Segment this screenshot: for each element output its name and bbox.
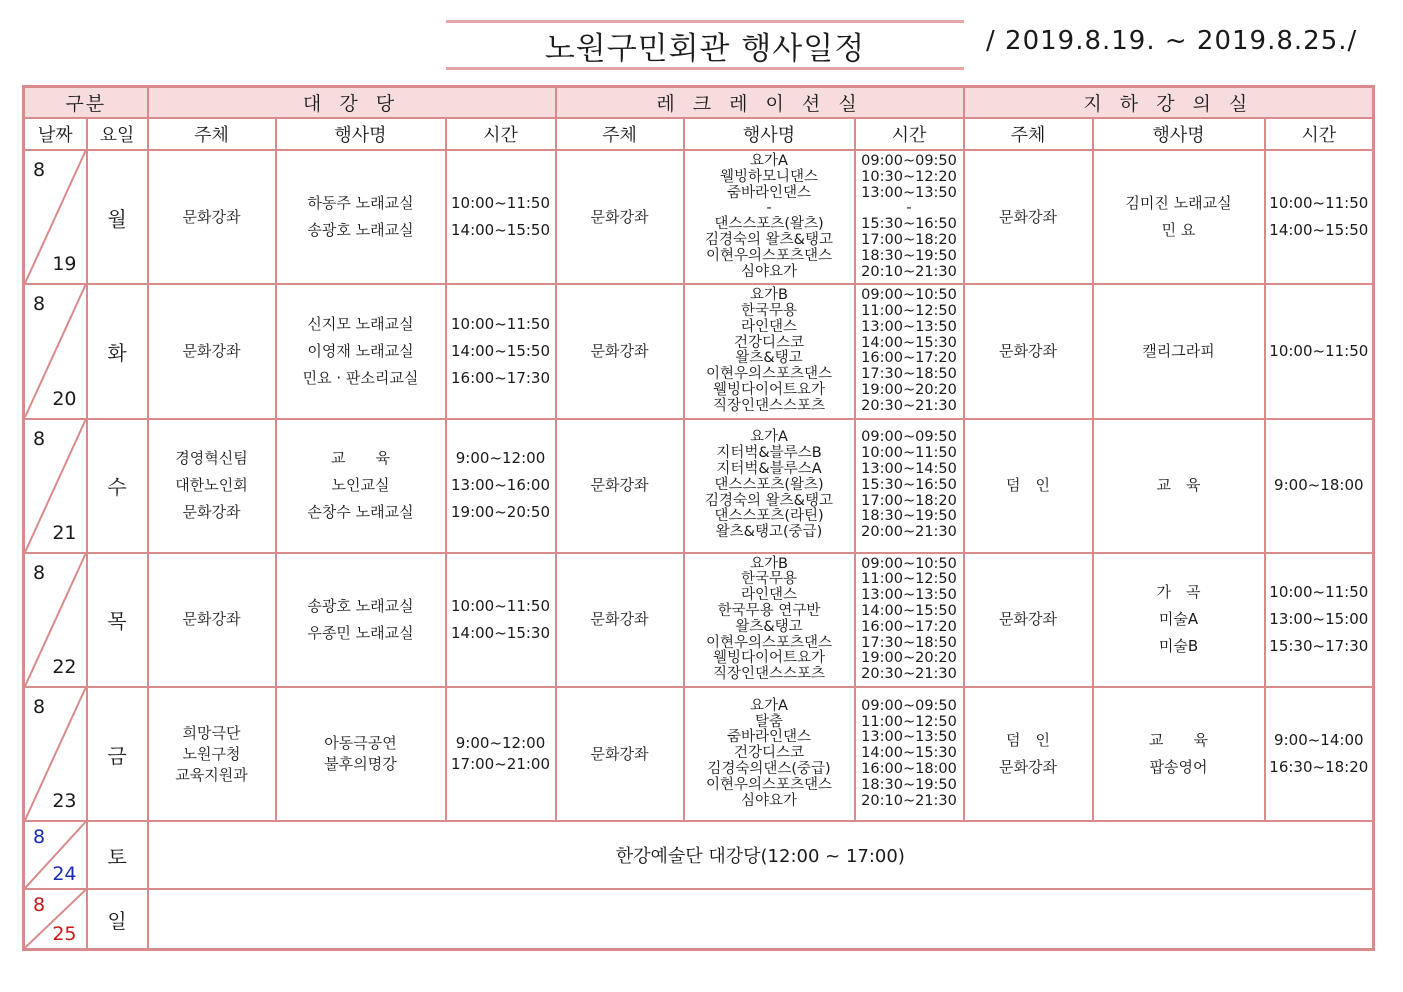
rec-time-line: 17:30~18:50 xyxy=(861,366,957,383)
rec-event-line: 줌바라인댄스 xyxy=(726,184,812,201)
header-rec-subject: 주체 xyxy=(556,118,684,150)
rec-time-line: 18:30~19:50 xyxy=(861,508,957,525)
rec-time-line: 11:00~12:50 xyxy=(861,713,957,730)
hall-subject-line: 노원구청 xyxy=(182,744,241,763)
hall-subject-line: 희망극단 xyxy=(182,723,241,742)
hall-event-line: 교 육 xyxy=(331,449,390,468)
base-subject-line: 덤 인 xyxy=(1006,476,1051,495)
base-event xyxy=(1093,284,1265,418)
base-event-line: 미술B xyxy=(1158,637,1199,656)
rec-time-line: 20:00~21:30 xyxy=(861,524,957,541)
yoil-cell: 금 xyxy=(87,687,148,821)
rec-event xyxy=(684,687,855,821)
base-subject xyxy=(964,150,1093,284)
base-event-line: 김미진 노래교실 xyxy=(1125,194,1232,213)
hall-subject-line: 교육지원과 xyxy=(175,765,248,784)
date-month: 8 xyxy=(33,427,46,450)
hall-subject-line: 문화강좌 xyxy=(182,610,241,629)
hall-event-line: 민요 · 판소리교실 xyxy=(302,368,419,387)
rec-time-line: 19:00~20:20 xyxy=(861,382,957,399)
hall-time xyxy=(446,687,556,821)
base-time-line: 10:00~11:50 xyxy=(1269,583,1369,602)
date-day: 19 xyxy=(52,253,77,276)
base-subject-line: 문화강좌 xyxy=(999,207,1058,226)
rec-subject-line: 문화강좌 xyxy=(590,744,649,763)
rec-time-line: 09:00~09:50 xyxy=(861,697,957,714)
rec-event-line: 요가B xyxy=(750,555,788,572)
header-rec-event: 행사명 xyxy=(684,118,855,150)
hall-event-line: 신지모 노래교실 xyxy=(307,314,414,333)
rec-event-line: - xyxy=(766,200,772,217)
rec-event-line: 탈춤 xyxy=(755,713,784,730)
rec-event-line: 직장인댄스스포츠 xyxy=(712,666,826,683)
title-box xyxy=(446,20,964,70)
hall-subject xyxy=(148,687,276,821)
date-cell xyxy=(24,419,87,553)
rec-subject xyxy=(556,284,684,418)
rec-event-line: 한국무용 xyxy=(741,303,798,320)
hall-subject-line: 문화강좌 xyxy=(182,341,241,360)
base-event-line: 팝송영어 xyxy=(1149,758,1208,777)
rec-time-line: 19:00~20:20 xyxy=(861,650,957,667)
rec-event xyxy=(684,150,855,284)
rec-event-line: 댄스스포츠(왈츠) xyxy=(714,476,824,493)
header-yoil: 요일 xyxy=(87,118,148,150)
rec-subject-line: 문화강좌 xyxy=(590,207,649,226)
rec-event-line: 이현우의스포츠댄스 xyxy=(705,366,833,383)
yoil-cell: 목 xyxy=(87,553,148,687)
rec-event-line: 줌바라인댄스 xyxy=(726,729,812,746)
header-rec-time: 시간 xyxy=(855,118,964,150)
rec-event-line: 왈츠&탱고 xyxy=(735,350,803,367)
rec-time xyxy=(855,150,964,284)
rec-subject-line: 문화강좌 xyxy=(590,610,649,629)
table-row xyxy=(24,687,1374,821)
base-event-line: 가 곡 xyxy=(1156,583,1201,602)
header-gubun: 구분 xyxy=(24,87,148,119)
rec-event-line: 웰빙다이어트요가 xyxy=(712,650,826,667)
rec-time-line: 17:00~18:20 xyxy=(861,492,957,509)
yoil-cell: 수 xyxy=(87,419,148,553)
rec-event-line: 댄스스포츠(왈츠) xyxy=(714,216,824,233)
rec-event-line: 김경숙의 왈츠&탱고 xyxy=(705,492,833,509)
rec-time-line: 09:00~09:50 xyxy=(861,429,957,446)
hall-time-line: 10:00~11:50 xyxy=(450,596,551,615)
base-event xyxy=(1093,553,1265,687)
base-event-line: 교 육 xyxy=(1149,731,1209,750)
header-basement-room: 지 하 강 의 실 xyxy=(964,87,1374,119)
base-time xyxy=(1265,687,1374,821)
rec-event-line: 심야요가 xyxy=(741,792,798,809)
hall-event xyxy=(276,419,446,553)
rec-event-line: 심야요가 xyxy=(741,263,798,280)
date-cell xyxy=(24,553,87,687)
hall-time xyxy=(446,419,556,553)
rec-event-line: 건강디스코 xyxy=(733,334,805,351)
base-event-line: 캘리그라피 xyxy=(1142,341,1215,360)
hall-subject xyxy=(148,150,276,284)
rec-time-line: 10:30~12:20 xyxy=(861,168,957,185)
hall-event-line: 아동극공연 xyxy=(324,734,397,753)
date-cell xyxy=(24,687,87,821)
date-range: / 2019.8.19. ~ 2019.8.25./ xyxy=(986,26,1358,56)
header-base-event: 행사명 xyxy=(1093,118,1265,150)
rec-time xyxy=(855,687,964,821)
base-subject-line: 덤 인 xyxy=(1006,731,1051,750)
rec-time-line: 13:00~13:50 xyxy=(861,729,957,746)
date-cell xyxy=(24,889,87,949)
rec-time-line: 09:00~10:50 xyxy=(861,555,957,572)
rec-time-line: 20:10~21:30 xyxy=(861,792,957,809)
rec-event-line: 라인댄스 xyxy=(741,318,798,335)
base-event xyxy=(1093,687,1265,821)
weekend-event xyxy=(148,889,1374,949)
hall-subject-line: 대한노인회 xyxy=(175,476,248,495)
rec-time-line: 20:10~21:30 xyxy=(861,263,957,280)
hall-subject xyxy=(148,419,276,553)
hall-subject-line: 문화강좌 xyxy=(182,207,241,226)
hall-event xyxy=(276,687,446,821)
header-base-time: 시간 xyxy=(1265,118,1374,150)
date-cell xyxy=(24,150,87,284)
hall-time-line: 14:00~15:30 xyxy=(450,623,551,642)
base-time xyxy=(1265,419,1374,553)
rec-subject xyxy=(556,150,684,284)
date-month: 8 xyxy=(33,159,46,182)
base-time-line: 9:00~14:00 xyxy=(1274,731,1364,750)
date-cell xyxy=(24,284,87,418)
yoil-cell: 월 xyxy=(87,150,148,284)
base-subject xyxy=(964,284,1093,418)
base-event-line: 교 육 xyxy=(1156,476,1201,495)
hall-time-line: 16:00~17:30 xyxy=(450,368,551,387)
rec-time xyxy=(855,419,964,553)
date-cell xyxy=(24,821,87,889)
hall-event xyxy=(276,150,446,284)
header-date: 날짜 xyxy=(24,118,87,150)
hall-event-line: 이영재 노래교실 xyxy=(307,341,414,360)
rec-event-line: 지터벅&블루스A xyxy=(716,460,822,477)
rec-subject xyxy=(556,419,684,553)
date-day: 21 xyxy=(52,521,77,544)
hall-event-line: 노인교실 xyxy=(331,476,390,495)
hall-time-line: 17:00~21:00 xyxy=(450,755,551,774)
base-time xyxy=(1265,150,1374,284)
rec-time-line: 15:30~16:50 xyxy=(861,216,957,233)
rec-event-line: 요가A xyxy=(750,697,788,714)
hall-event-line: 송광호 노래교실 xyxy=(307,221,414,240)
rec-time-line: 20:30~21:30 xyxy=(861,666,957,683)
rec-time-line: 16:00~18:00 xyxy=(861,760,957,777)
hall-subject-line: 문화강좌 xyxy=(182,503,241,522)
rec-event-line: 이현우의스포츠댄스 xyxy=(705,634,833,651)
rec-event-line: 한국무용 연구반 xyxy=(717,603,821,620)
schedule-table xyxy=(22,85,1375,951)
rec-time-line: 14:00~15:50 xyxy=(861,603,957,620)
rec-event xyxy=(684,419,855,553)
rec-subject-line: 문화강좌 xyxy=(590,341,649,360)
header-hall-time: 시간 xyxy=(446,118,556,150)
hall-time-line: 14:00~15:50 xyxy=(450,341,551,360)
rec-time-line: 20:30~21:30 xyxy=(861,397,957,414)
rec-subject xyxy=(556,687,684,821)
rec-time-line: 16:00~17:20 xyxy=(861,618,957,635)
table-row-weekend xyxy=(24,821,1374,889)
base-subject xyxy=(964,419,1093,553)
hall-event xyxy=(276,284,446,418)
table-row xyxy=(24,284,1374,418)
table-row-weekend xyxy=(24,889,1374,949)
rec-time-line: 13:00~13:50 xyxy=(861,587,957,604)
base-time-line: 15:30~17:30 xyxy=(1269,637,1369,656)
rec-event-line: 요가A xyxy=(750,429,788,446)
date-day: 20 xyxy=(52,387,77,410)
rec-event-line: 이현우의스포츠댄스 xyxy=(705,776,833,793)
rec-time-line: 17:30~18:50 xyxy=(861,634,957,651)
rec-time-line: 13:00~14:50 xyxy=(861,460,957,477)
base-event xyxy=(1093,150,1265,284)
rec-time-line: 13:00~13:50 xyxy=(861,318,957,335)
table-row xyxy=(24,419,1374,553)
rec-time-line: 15:30~16:50 xyxy=(861,476,957,493)
base-time xyxy=(1265,553,1374,687)
rec-event-line: 요가A xyxy=(750,153,788,170)
rec-event-line: 라인댄스 xyxy=(741,587,798,604)
rec-event-line: 웰빙하모니댄스 xyxy=(719,168,819,185)
hall-event-line: 송광호 노래교실 xyxy=(307,596,414,615)
hall-subject-line: 경영혁신팀 xyxy=(175,449,248,468)
rec-time-line: 09:00~10:50 xyxy=(861,287,957,304)
yoil-cell: 토 xyxy=(87,821,148,889)
rec-time-line: 14:00~15:30 xyxy=(861,334,957,351)
page-title: 노원구민회관 행사일정 xyxy=(544,30,866,67)
date-month: 8 xyxy=(33,826,46,849)
rec-time-line: - xyxy=(906,200,912,217)
base-subject-line: 문화강좌 xyxy=(999,341,1058,360)
date-day: 24 xyxy=(52,863,77,886)
rec-event-line: 요가B xyxy=(750,287,788,304)
base-time xyxy=(1265,284,1374,418)
rec-time-line: 09:00~09:50 xyxy=(861,153,957,170)
header-rec-room: 레 크 레 이 션 실 xyxy=(556,87,964,119)
rec-time-line: 16:00~17:20 xyxy=(861,350,957,367)
rec-time-line: 11:00~12:50 xyxy=(861,571,957,588)
rec-time-line: 17:00~18:20 xyxy=(861,232,957,248)
rec-event-line: 지터벅&블루스B xyxy=(716,445,822,462)
rec-event-line: 댄스스포츠(라틴) xyxy=(714,508,824,525)
hall-time-line: 10:00~11:50 xyxy=(450,194,551,213)
hall-subject xyxy=(148,553,276,687)
date-day: 23 xyxy=(52,790,77,813)
rec-event-line: 김경숙의 왈츠&탱고 xyxy=(705,232,833,248)
base-time-line: 14:00~15:50 xyxy=(1269,221,1369,240)
base-time-line: 10:00~11:50 xyxy=(1269,194,1369,213)
rec-event-line: 웰빙다이어트요가 xyxy=(712,382,826,399)
rec-subject-line: 문화강좌 xyxy=(590,476,649,495)
hall-time-line: 13:00~16:00 xyxy=(450,476,551,495)
rec-event-line: 이현우의스포츠댄스 xyxy=(705,247,833,264)
hall-event-line: 손창수 노래교실 xyxy=(307,503,414,522)
rec-time-line: 14:00~15:30 xyxy=(861,745,957,762)
date-month: 8 xyxy=(33,695,46,718)
base-time-line: 16:30~18:20 xyxy=(1269,758,1369,777)
rec-event-line: 건강디스코 xyxy=(733,745,805,762)
rec-subject xyxy=(556,553,684,687)
rec-time-line: 18:30~19:50 xyxy=(861,247,957,264)
header-row-columns xyxy=(24,118,1374,150)
hall-event-line: 불후의명강 xyxy=(324,755,397,774)
rec-time-line: 18:30~19:50 xyxy=(861,776,957,793)
rec-event-line: 김경숙의댄스(중급) xyxy=(707,760,831,777)
base-event xyxy=(1093,419,1265,553)
hall-event-line: 하동주 노래교실 xyxy=(307,194,414,213)
date-month: 8 xyxy=(33,894,46,917)
base-subject-line: 문화강좌 xyxy=(999,758,1058,777)
hall-time xyxy=(446,284,556,418)
base-subject xyxy=(964,687,1093,821)
rec-event xyxy=(684,553,855,687)
date-month: 8 xyxy=(33,561,46,584)
header-hall: 대 강 당 xyxy=(148,87,556,119)
date-month: 8 xyxy=(33,293,46,316)
header-row-sections xyxy=(24,87,1374,119)
rec-time xyxy=(855,553,964,687)
date-day: 25 xyxy=(52,923,77,945)
base-event-line: 미술A xyxy=(1158,610,1199,629)
rec-time-line: 11:00~12:50 xyxy=(861,303,957,320)
rec-event xyxy=(684,284,855,418)
hall-event-line: 우종민 노래교실 xyxy=(307,623,414,642)
table-row xyxy=(24,553,1374,687)
rec-time-line: 10:00~11:50 xyxy=(861,445,957,462)
date-day: 22 xyxy=(52,655,77,678)
base-time-line: 13:00~15:00 xyxy=(1269,610,1369,629)
rec-time-line: 13:00~13:50 xyxy=(861,184,957,201)
hall-time-line: 10:00~11:50 xyxy=(450,314,551,333)
rec-event-line: 왈츠&탱고 xyxy=(735,618,803,635)
rec-event-line: 한국무용 xyxy=(741,571,798,588)
header-hall-subject: 주체 xyxy=(148,118,276,150)
header-base-subject: 주체 xyxy=(964,118,1093,150)
base-time-line: 10:00~11:50 xyxy=(1269,341,1369,360)
base-subject-line: 문화강좌 xyxy=(999,610,1058,629)
rec-event-line: 직장인댄스스포츠 xyxy=(712,397,826,414)
hall-time-line: 19:00~20:50 xyxy=(450,503,551,522)
hall-time-line: 14:00~15:50 xyxy=(450,221,551,240)
hall-time xyxy=(446,150,556,284)
base-event-line: 민 요 xyxy=(1161,221,1196,240)
hall-event xyxy=(276,553,446,687)
hall-time-line: 9:00~12:00 xyxy=(455,449,546,468)
base-subject xyxy=(964,553,1093,687)
table-row xyxy=(24,150,1374,284)
hall-time xyxy=(446,553,556,687)
hall-time-line: 9:00~12:00 xyxy=(455,734,546,753)
base-time-line: 9:00~18:00 xyxy=(1274,476,1364,495)
weekend-event: 한강예술단 대강당(12:00 ~ 17:00) xyxy=(148,821,1374,889)
hall-subject xyxy=(148,284,276,418)
rec-event-line: 왈츠&탱고(중급) xyxy=(715,524,823,541)
yoil-cell: 일 xyxy=(87,889,148,949)
yoil-cell: 화 xyxy=(87,284,148,418)
rec-time xyxy=(855,284,964,418)
header-hall-event: 행사명 xyxy=(276,118,446,150)
